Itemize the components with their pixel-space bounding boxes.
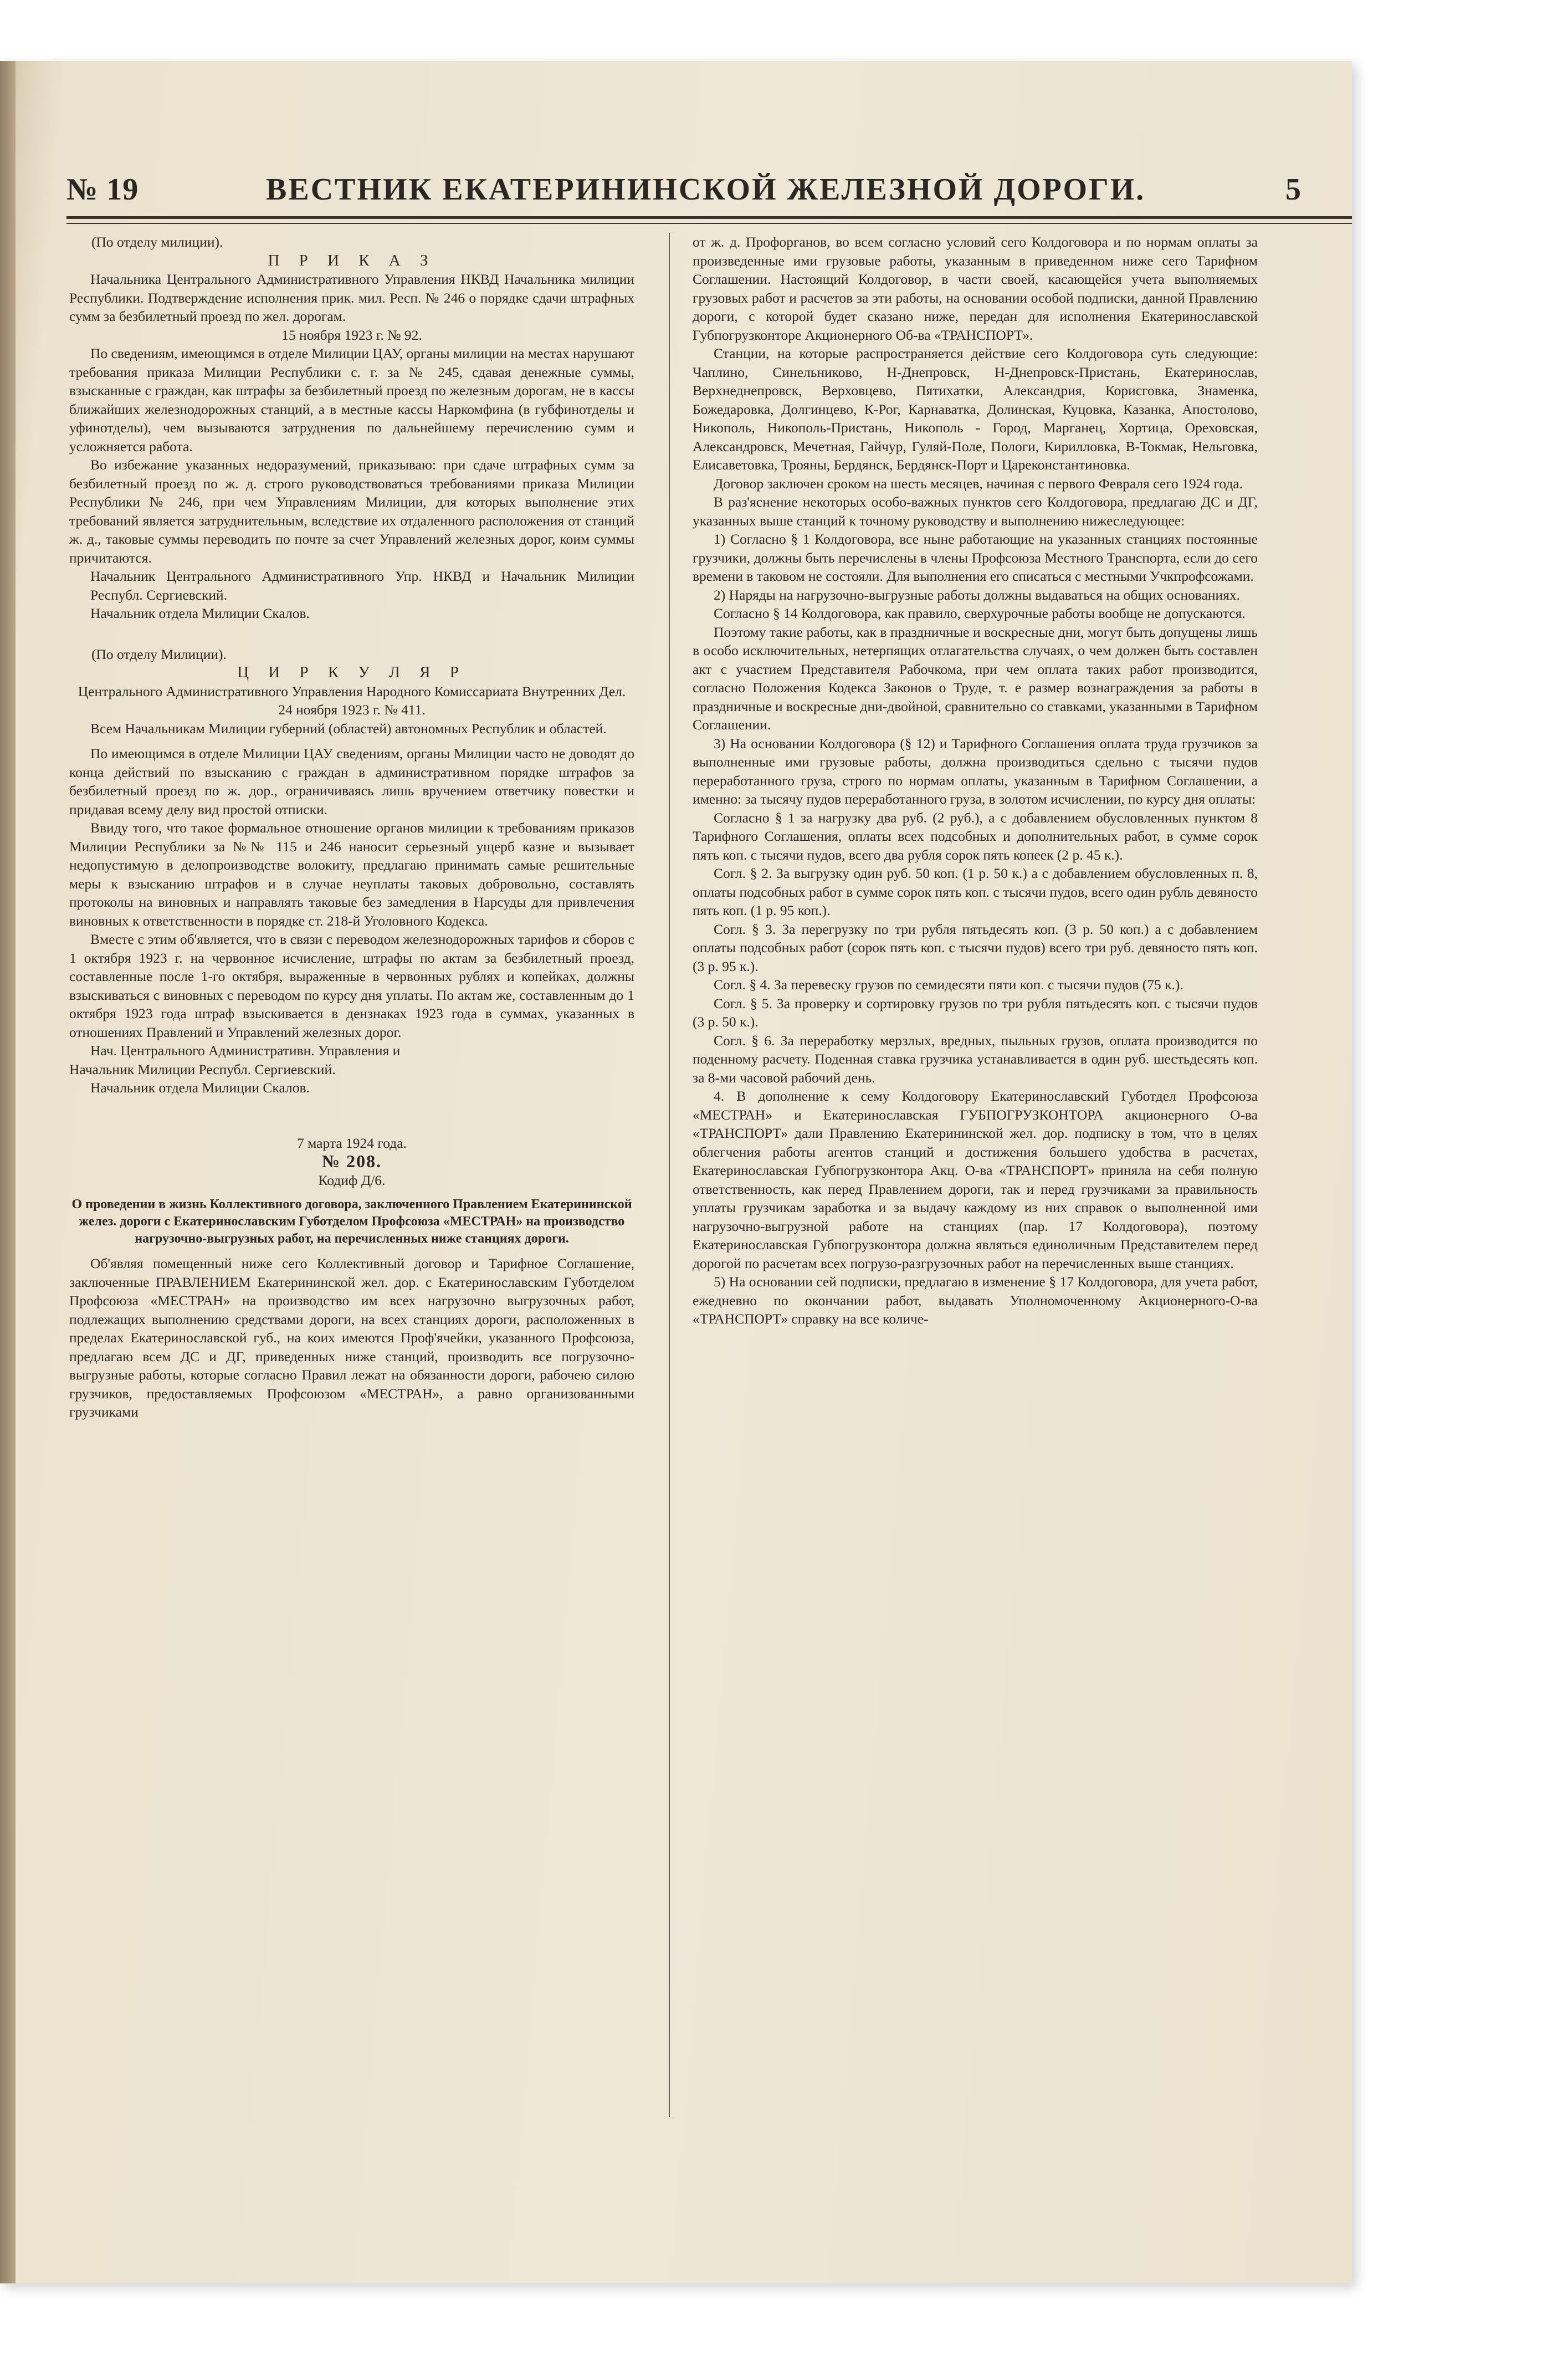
circular-intro: Центрального Административного Управления Народного Комиссариата Внутренних Дел. [78, 683, 626, 699]
decree-subject: О проведении в жизнь Коллективного договора, заключенного Правлением Екатерининской желез. дороги с Екатеринославским Губотделом Профсоюза «МЕСТРАН» на производство нагрузочно-выгрузных работ, на перечисленных ниже станциях дороги. [71, 1197, 632, 1246]
decree-paragraph-1: Об'являя помещенный ниже сего Коллективный договор и Тарифное Соглашение, заключенные ПРАВЛЕНИЕМ Екатерининской жел. дор. с Екатеринославским Губотделом Профсоюза «МЕСТРАН» на производство им всех нагрузочно выгрузочных работ, подлежащих выполнению средствами дороги, на всех станциях дороги, расположенных в пределах Екатеринославской губ., на коих имеются Проф'ячейки, указанного Профсоюза, предлагаю всем ДС и ДГ, приведенных ниже станций, производить все погрузочно-выгрузные работы, которые согласно Правил лежат на обязанности дороги, рабочею силою грузчиков, предоставляемых Профсоюзом «МЕСТРАН», а равно организованными грузчиками [69, 1255, 634, 1420]
header-rule-thin [66, 223, 1352, 224]
right-paragraph-3: Договор заключен сроком на шесть месяцев, начиная с первого Февраля сего 1924 года. [714, 475, 1243, 492]
right-paragraph-5: 1) Согласно § 1 Колдоговора, все ныне работающие на указанных станциях постоянные грузчики, должны быть перечислены в члены Профсоюза Местного Транспорта, если до сего времени в таковом не состояли. Для выполнения его списаться с местными Учкпрофсожами. [693, 531, 1258, 584]
order-intro: Начальника Центрального Административного Управления НКВД Начальника милиции Республики. Подтверждение исполнения прик. мил. Респ. № 246 о порядке сдачи штрафных сумм за безбилетный проезд по жел. дорогам. [69, 271, 634, 324]
order-signature-1: Начальник Центрального Административного Упр. НКВД и Начальник Милиции Республ. Сергиевский. [90, 568, 634, 603]
right-paragraph-10: Согласно § 1 за нагрузку два руб. (2 руб.), а с добавлением обусловленных пунктом 8 Тарифного Соглашения, оплаты всех подсобных и дополнительных работ, в сумме сорок пять коп. с тысячи пудов, всего два рубля сорок пять копеек (2 р. 45 к.). [693, 809, 1258, 863]
decree-code: Кодиф Д/6. [318, 1172, 386, 1188]
right-paragraph-6: 2) Наряды на нагрузочно-выгрузные работы должны выдаваться на общих основаниях. [714, 586, 1241, 603]
order-paragraph-1: По сведениям, имеющимся в отделе Милиции ЦАУ, органы милиции на местах нарушают требования приказа Милиции Республики с. г. за № 245, сдавая денежные суммы, взысканные с граждан, как штрафы за безбилетный проезд по железным дорогам, не в кассы ближайших железнодорожных станций, а в местные кассы Наркомфина (в губфинотделы и уфинотделы), чем вызываются затруднения по дальнейшему перечислению сумм и усложняется работа. [69, 345, 634, 454]
issue-number: № 19 [66, 172, 139, 207]
right-paragraph-7: Согласно § 14 Колдоговора, как правило, сверхурочные работы вообще не допускаются. [714, 605, 1246, 621]
circular-paragraph-2: Ввиду того, что такое формальное отношение органов милиции к требованиям приказов Милиции Республики за №№ 115 и 246 наносит серьезный ущерб казне и вызывает недопустимую в делопроизводстве волокиту, предлагаю принимать самые решительные меры к взысканию штрафов и в случае неуплаты таковых добровольно, составлять протоколы на виновных и направлять таковые без замедления в Нарсуды для привлечения виновных к ответственности в порядке ст. 218-й Уголовного Кодекса. [69, 820, 634, 929]
order-date: 15 ноября 1923 г. № 92. [281, 326, 422, 343]
right-paragraph-16: 4. В дополнение к сему Колдоговору Екатеринославский Губотдел Профсоюза «МЕСТРАН» и Екатеринославская ГУБПОГРУЗКОНТОРА акционерного О-ва «ТРАНСПОРТ» дали Правлению Екатерининской жел. дор. подписку в том, что в целях облегчения работы агентов станций и достижения большего удобства в расчетах, Екатеринославская Губпогрузконтора Акц. О-ва «ТРАНСПОРТ» приняла на себя полную ответственность, как перед Правлением дороги, так и перед грузчиками за правильность уплаты грузчикам заработка и за выдачу каждому из них справок о выполненной ими нагрузочно-выгрузной работе на станциях (пар. 17 Колдоговора), поэтому Екатеринославская Губпогрузконтора должна являться единоличным Представителем перед дорогой по расчетам всех погрузо-разгрузочных работ на перечисленных выше станциях. [693, 1088, 1258, 1271]
decree-number: № 208. [321, 1151, 382, 1171]
right-paragraph-9: 3) На основании Колдоговора (§ 12) и Тарифного Соглашения оплата труда грузчиков за выполненные ими грузовые работы, должна производиться сдельно с тысячи пудов переработанного груза, строго по нормам оплаты, указанным в Тарифном Соглашении, а именно: за тысячу пудов переработанного груза, в золотом исчислении, по курсу дня оплаты: [693, 735, 1258, 807]
left-column [69, 233, 634, 1422]
right-paragraph-15: Согл. § 6. За переработку мерзлых, вредных, пыльных грузов, оплата производится по поденному расчету. Поденная ставка грузчика устанавливается в один руб. шестьдесять коп. за 8-ми часовой рабочий день. [693, 1032, 1258, 1086]
newspaper-sheet [0, 61, 1352, 2283]
right-paragraph-1: от ж. д. Профорганов, во всем согласно условий сего Колдоговора и по нормам оплаты за произведенные ими грузовые работы, указанным в приведенном ниже сего Тарифном Соглашении. Настоящий Колдоговор, в части своей, касающейся учета выполняемых грузовых работ и расчетов за эти работы, на основании особой подписки, данной Правлению дороги, с которой будет сказано ниже, передан для исполнения Екатеринославской Губпогрузконторе Акционерного Об-ва «ТРАНСПОРТ». [693, 234, 1258, 343]
right-paragraph-4: В раз'яснение некоторых особо-важных пунктов сего Колдоговора, предлагаю ДС и ДГ, указанных выше станций к точному руководству и выполнению нижеследующее: [693, 494, 1258, 529]
right-paragraph-14: Согл. § 5. За проверку и сортировку грузов по три рубля пятьдесять коп. с тысячи пудов (3 р. 50 к.). [693, 995, 1258, 1030]
circular-paragraph-1: По имеющимся в отделе Милиции ЦАУ сведениям, органы Милиции часто не доводят до конца действий по взысканию с граждан в административном порядке штрафов за безбилетный проезд по ж. дор., ограничиваясь лишь вручением ответчику повестки и придавая всему делу вид простой отписки. [69, 745, 634, 817]
header-rule [66, 216, 1352, 219]
circular-paragraph-3: Вместе с этим об'является, что в связи с переводом железнодорожных тарифов и сборов с 1 октября 1923 г. на червонное исчисление, штрафы по актам за безбилетный проезд, составленные после 1-го октября, выраженные в червонных рублях и копейках, должны взыскиваться с виновных с переводом по курсу дня уплаты. По актам же, составленным до 1 октября 1923 года штраф взыскивается в дензнаках 1923 года в суммах, указанных в отношениях Правлений и Управлений железных дорог. [69, 931, 634, 1040]
right-paragraph-17: 5) На основании сей подписки, предлагаю в изменение § 17 Колдоговора, для учета работ, ежедневно по окончании работ, выдавать Уполномоченному Акционерного-О-ва «ТРАНСПОРТ» справку на все количе- [693, 1274, 1258, 1327]
column-divider [669, 233, 670, 2117]
circular-signature-2: Начальник Милиции Республ. Сергиевский. [69, 1061, 336, 1077]
right-paragraph-2: Станции, на которые распространяется действие сего Колдоговора суть следующие: Чаплино, Синельниково, Н-Днепровск, Н-Днепровск-Пристань, Екатеринослав, Верхнеднепровск, Верховцево, Пятихатки, Александрия, Корисговка, Знаменка, Божедаровка, Долгинцево, К-Рог, Карнаватка, Долинская, Куцовка, Казанка, Апостолово, Никополь, Никополь-Пристань, Никополь - Город, Марганец, Хортица, Ореховская, Александровск, Мечетная, Гайчур, Гуляй-Поле, Пологи, Кирилловка, В-Токмак, Нельговка, Елисаветовка, Трояны, Бердянск, Бердянск-Порт и Цареконстантиновка. [693, 345, 1258, 473]
circular-dept: (По отделу Милиции). [91, 646, 227, 662]
circular-date: 24 ноября 1923 г. № 411. [278, 702, 426, 718]
order-dept: (По отделу милиции). [91, 234, 223, 250]
right-paragraph-11: Согл. § 2. За выгрузку один руб. 50 коп. (1 р. 50 к.) а с добавлением обусловленных п. 8, оплаты подсобных работ в сумме сорок пять коп. с тысячи пудов, всего один рубль девяносто пять коп. (1 р. 95 коп.). [693, 865, 1258, 918]
paper-spine [0, 61, 16, 2283]
circular-title: Ц И Р К У Л Я Р [237, 663, 467, 681]
right-paragraph-13: Согл. § 4. За перевеску грузов по семидесяти пяти коп. с тысячи пудов (75 к.). [714, 977, 1183, 993]
right-paragraph-8: Поэтому такие работы, как в праздничные и воскресные дни, могут быть допущены лишь в особо исключительных, нетерпящих отлагательства случаях, о чем должен быть составлен акт с участием Представителя Рабочкома, при чем оплата таких работ производится, согласно Положения Кодекса Законов о Труде, т. е размер вознаграждения за работы в праздничные и воскресные дни-двойной, сравнительно со ставками, указанными в Тарифном Соглашении. [693, 624, 1258, 733]
order-signature-2: Начальник отдела Милиции Скалов. [90, 605, 310, 621]
order-paragraph-2: Во избежание указанных недоразумений, приказываю: при сдаче штрафных сумм за безбилетный проезд по ж. д. строго руководствоваться требованиями приказа Милиции Республики № 246, при чем Управлениям Милиции, для которых выполнение этих требований является затруднительным, вследствие их отдаленного расположения от станций ж. д., таковые суммы переводить по почте за счет Управлений железных дорог, коим суммы причитаются. [69, 457, 634, 566]
page-number: 5 [1285, 172, 1301, 207]
circular-signature-1: Нач. Центрального Административн. Управления и [90, 1042, 401, 1059]
newspaper-title: ВЕСТНИК ЕКАТЕРИНИНСКОЙ ЖЕЛЕЗНОЙ ДОРОГИ. [266, 172, 1146, 207]
circular-addressee: Всем Начальникам Милиции губерний (областей) автономных Республик и областей. [90, 720, 607, 737]
right-column [693, 233, 1258, 1328]
order-title: П Р И К А З [268, 251, 436, 269]
decree-date: 7 марта 1924 года. [297, 1134, 407, 1151]
circular-signature-3: Начальник отдела Милиции Скалов. [90, 1080, 310, 1096]
right-paragraph-12: Согл. § 3. За перегрузку по три рубля пятьдесять коп. (3 р. 50 коп.) а с добавлением оплаты подсобных работ (сорок пять коп. с тысячи пудов) всего три руб. девяносто пять коп. (3 р. 95 к.). [693, 921, 1258, 974]
